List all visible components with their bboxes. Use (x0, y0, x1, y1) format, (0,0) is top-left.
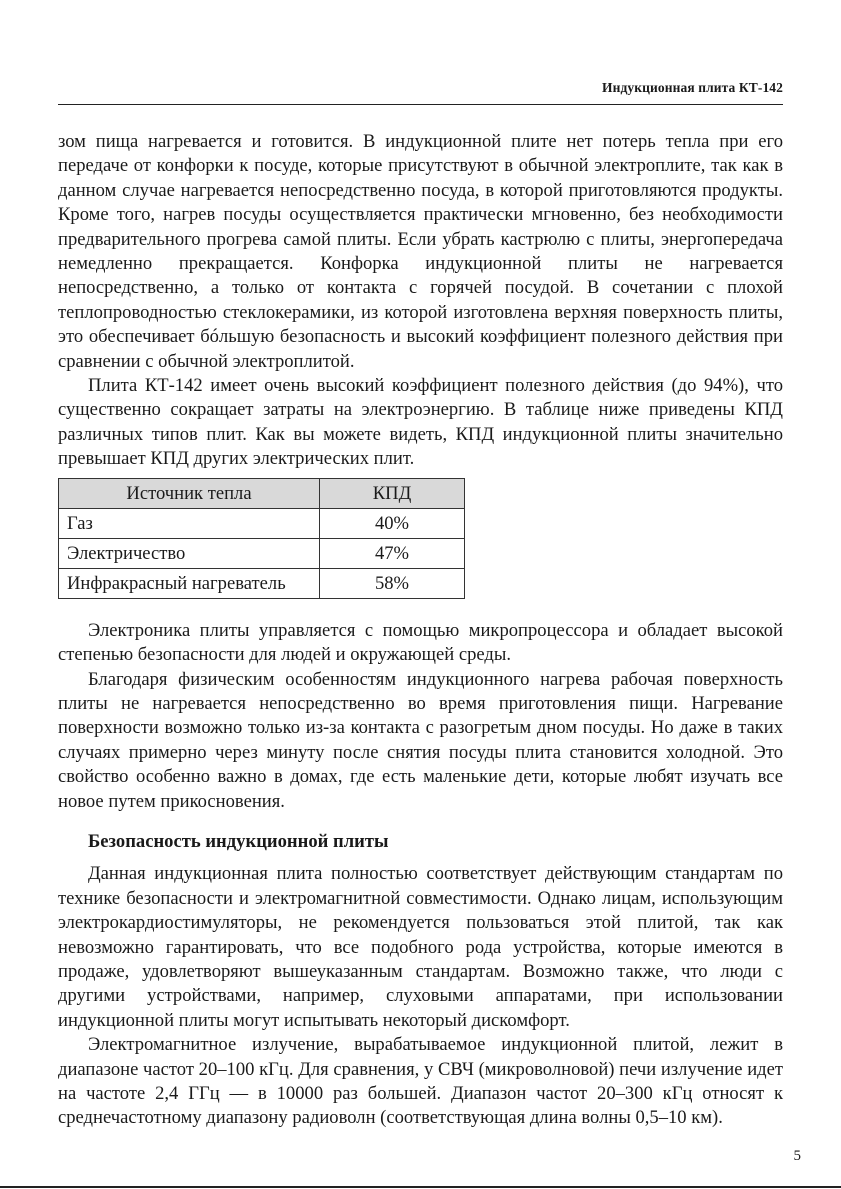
table-header-row (59, 478, 465, 508)
table-cell-source: Электричество (59, 538, 320, 568)
header-rule (58, 104, 783, 105)
table-row (59, 538, 465, 568)
table-cell-source: Инфракрасный нагреватель (59, 568, 320, 598)
page-number: 5 (793, 1148, 801, 1164)
paragraph-continuation: зом пища нагревается и готовится. В индукционной плите нет потерь тепла при его передаче от конфорки к посуде, которые присутствуют в обычной электроплите, так как в данном случае нагревается непосредственно посуда, в которой приготовляются продукты. Кроме того, нагрев посуды осуществляется практически мгновенно, без необходимости предварительного прогрева самой плиты. Если убрать кастрюлю с плиты, энергопередача немедленно прекращается. Конфорка индукционной плиты не нагревается непосредственно, а только от контакта с горячей посудой. В сочетании с плохой теплопроводностью стеклокерамики, из которой изготовлена верхняя поверхность плиты, это обеспечивает бóльшую безопасность и высокий коэффициент полезного действия при сравнении с обычной электроплитой. (58, 131, 783, 372)
paragraph-electronics: Электроника плиты управляется с помощью микропроцессора и обладает высокой степенью безопасности для людей и окружающей среды. (58, 619, 783, 666)
table-header-efficiency: КПД (320, 478, 465, 508)
efficiency-table (58, 478, 465, 599)
section-heading: Безопасность индукционной плиты (88, 830, 389, 852)
paragraph-safety: Данная индукционная плита полностью соответствует действующим стандартам по технике безопасности и электромагнитной совместимости. Однако лицам, использующим электрокардиостимуляторы, не рекомендуется пользоваться этой плитой, так как невозможно гарантировать, что все подобного рода устройства, которые имеются в продаже, удовлетворяют вышеуказанным стандартам. Возможно также, что люди с другими устройствами, например, слуховыми аппаратами, при использовании индукционной плиты могут испытывать некоторый дискомфорт. (58, 863, 783, 1031)
page-content (58, 130, 783, 1131)
paragraph-surface: Благодаря физическим особенностям индукционного нагрева рабочая поверхность плиты не нагревается непосредственно во время приготовления пищи. Нагревание поверхности возможно только из-за контакта с разогретым дном посуды. Но даже в таких случаях примерно через минуту после снятия посуды плита становится холодной. Это свойство особенно важно в домах, где есть маленькие дети, которые любят изучать все новое путем прикосновения. (58, 668, 783, 812)
table-row (59, 508, 465, 538)
paragraph-efficiency: Плита КТ-142 имеет очень высокий коэффициент полезного действия (до 94%), что существенно сокращает затраты на электроэнергию. В таблице ниже приведены КПД различных типов плит. Как вы можете видеть, КПД индукционной плиты значительно превышает КПД других электрических плит. (58, 375, 783, 470)
table-header-source: Источник тепла (59, 478, 320, 508)
table-cell-efficiency: 47% (320, 538, 465, 568)
table-cell-efficiency: 40% (320, 508, 465, 538)
table-cell-source: Газ (59, 508, 320, 538)
footer-rule (0, 1186, 841, 1188)
running-header: Индукционная плита КТ-142 (601, 80, 783, 95)
table-cell-efficiency: 58% (320, 568, 465, 598)
table-row (59, 568, 465, 598)
paragraph-radiation: Электромагнитное излучение, вырабатываемое индукционной плитой, лежит в диапазоне частот 20–100 кГц. Для сравнения, у СВЧ (микроволновой) печи излучение идет на частоте 2,4 ГГц — в 10000 раз большей. Диапазон частот 20–300 кГц относят к среднечастотному диапазону радиоволн (соответствующая длина волны 0,5–10 км). (58, 1034, 783, 1129)
